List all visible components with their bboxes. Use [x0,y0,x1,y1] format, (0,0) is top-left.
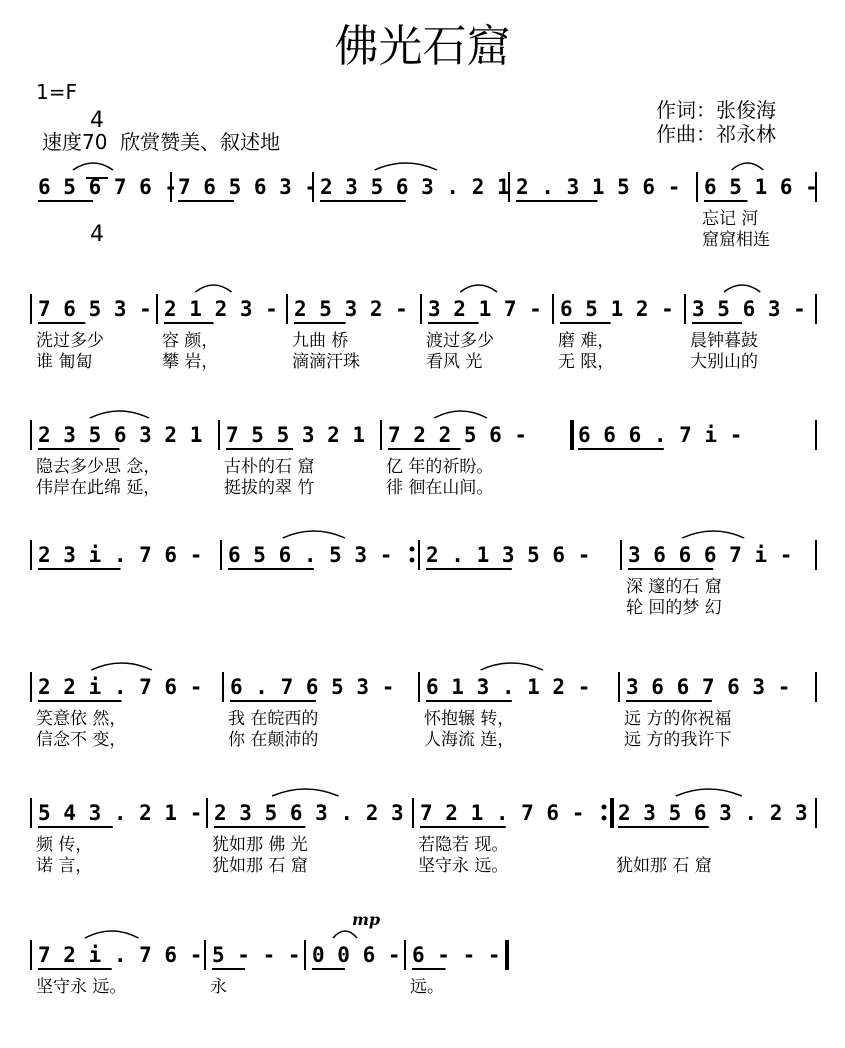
measure-notes: 2 . 3 1 5 6 - [516,175,681,199]
tie-arc [481,663,543,670]
time-signature-bottom: 4 [90,222,104,247]
lyric-line-2: 信念不 变， [36,730,127,750]
measure-notes: 5 - - - [212,943,301,967]
lyric-line-1: 若隐若 现。 [418,835,509,855]
song-title: 佛光石窟 [334,21,511,72]
tie-arc [85,931,139,938]
measure-notes: 0 0 6 - [312,943,401,967]
lyric-line-1: 深 邃的石 窟 [626,577,722,597]
lyric-line-1: 我 在皖西的 [228,709,319,729]
lyric-line-1: 怀抱辗 转， [424,709,515,729]
tie-arc [90,411,149,418]
lyric-line-2: 人海流 连， [424,730,515,750]
measure-notes: 7 5 5 3 2 1 [226,423,366,447]
lyric-line-2: 伟岸在此绵 延， [36,478,161,498]
lyric-line-2: 挺拔的翠 竹 [224,478,315,498]
measure-notes: 2 1 2 3 - [164,297,278,321]
measure-notes: 7 6 5 3 - [38,297,152,321]
lyric-line-2: 滴滴汗珠 [292,352,360,372]
tie-arc [283,531,345,538]
measure-notes: 7 2 1 . 7 6 - [420,801,585,825]
measure-notes: 7 2 2 5 6 - [388,423,528,447]
measure-notes: 2 3 i . 7 6 - [38,543,203,567]
lyric-line-1: 隐去多少思 念， [36,457,161,477]
lyric-line-2: 诺 言， [36,856,93,876]
measure-notes: 3 6 6 7 6 3 - [626,675,791,699]
lyric-line-2: 窟窟相连 [702,230,770,250]
repeat-dot [602,816,607,821]
lyricist-credit: 作词：张俊海 [656,98,776,122]
measure-notes: 2 3 5 6 3 . 2 3 [618,801,808,825]
repeat-dot [410,547,415,552]
time-signature-top: 4 [90,108,104,133]
lyric-line-1: 笑意依 然， [36,709,127,729]
measure-notes: 7 2 i . 7 6 - [38,943,203,967]
repeat-dot [410,558,415,563]
measure-notes: 6 1 3 . 1 2 - [426,675,591,699]
tie-arc [724,285,760,292]
lyric-line-2: 你 在颠沛的 [228,730,319,750]
composer-credit: 作曲：祁永林 [656,122,776,146]
lyric-line-2: 看风 光 [426,352,483,372]
lyric-line-1: 洗过多少 [36,331,104,351]
lyric-line-1: 渡过多少 [426,331,494,351]
measure-notes: 6 5 1 6 - [704,175,818,199]
tie-arc [375,163,437,170]
tie-arc [434,411,487,418]
lyric-line-1: 坚守永 远。 [36,977,127,997]
measure-notes: 2 3 5 6 3 2 1 [38,423,203,447]
measure-notes: 6 5 6 . 5 3 - [228,543,393,567]
measure-notes: 6 . 7 6 5 3 - [230,675,395,699]
lyric-line-2: 徘 徊在山间。 [386,478,494,498]
lyric-line-1: 永 [210,977,227,997]
lyric-line-1: 古朴的石 窟 [224,457,315,477]
lyric-line-1: 晨钟暮鼓 [690,331,758,351]
measure-notes: 2 5 3 2 - [294,297,408,321]
tie-arc [676,789,742,796]
measure-notes: 2 . 1 3 5 6 - [426,543,591,567]
tie-arc [732,163,764,170]
lyric-line-2: 攀 岩， [162,352,219,372]
tie-arc [73,163,113,170]
tempo-marking: 速度70 欣赏赞美、叙述地 [42,130,281,154]
lyric-line-1: 远 方的你祝福 [624,709,732,729]
lyric-line-1: 磨 难， [558,331,615,351]
tie-arc [682,531,744,538]
measure-notes: 3 2 1 7 - [428,297,542,321]
lyric-line-1: 远。 [410,977,444,997]
lyric-line-1: 忘记 河 [702,209,759,229]
tie-arc [272,789,338,796]
lyric-line-2: 无 限， [558,352,615,372]
dynamic-marking: mp [352,910,381,929]
measure-notes: 6 5 6 7 6 - [38,175,178,199]
key-signature: 1=F [36,80,77,104]
measure-notes: 6 6 6 . 7 i - [578,423,743,447]
lyric-line-2: 远 方的我许下 [624,730,732,750]
lyric-line-2: 大别山的 [690,352,758,372]
lyric-line-1: 犹如那 佛 光 [212,835,308,855]
lyric-line-2: 轮 回的梦 幻 [626,598,722,618]
lyric-line-1: 九曲 桥 [292,331,349,351]
lyric-line-1: 容 颜， [162,331,219,351]
lyric-line-2: 坚守永 远。 [418,856,509,876]
lyric-line-2: 犹如那 石 窟 [212,856,308,876]
measure-notes: 2 3 5 6 3 . 2 3 [214,801,404,825]
measure-notes: 6 5 1 2 - [560,297,674,321]
measure-notes: 3 6 6 6 7 i - [628,543,793,567]
tie-arc [460,285,497,292]
lyric-line-2: 犹如那 石 窟 [616,856,712,876]
tie-arc [196,285,232,292]
repeat-dot [602,805,607,810]
measure-notes: 5 4 3 . 2 1 - [38,801,203,825]
lyric-line-2: 谁 匍匐 [36,352,93,372]
measure-notes: 6 - - - [412,943,501,967]
tie-arc [333,931,357,938]
measure-notes: 3 5 6 3 - [692,297,806,321]
measure-notes: 2 2 i . 7 6 - [38,675,203,699]
measure-notes: 7 6 5 6 3 - [178,175,318,199]
tie-arc [91,663,152,670]
lyric-line-1: 亿 年的祈盼。 [386,457,494,477]
lyric-line-1: 频 传， [36,835,93,855]
measure-notes: 2 3 5 6 3 . 2 1 [320,175,510,199]
